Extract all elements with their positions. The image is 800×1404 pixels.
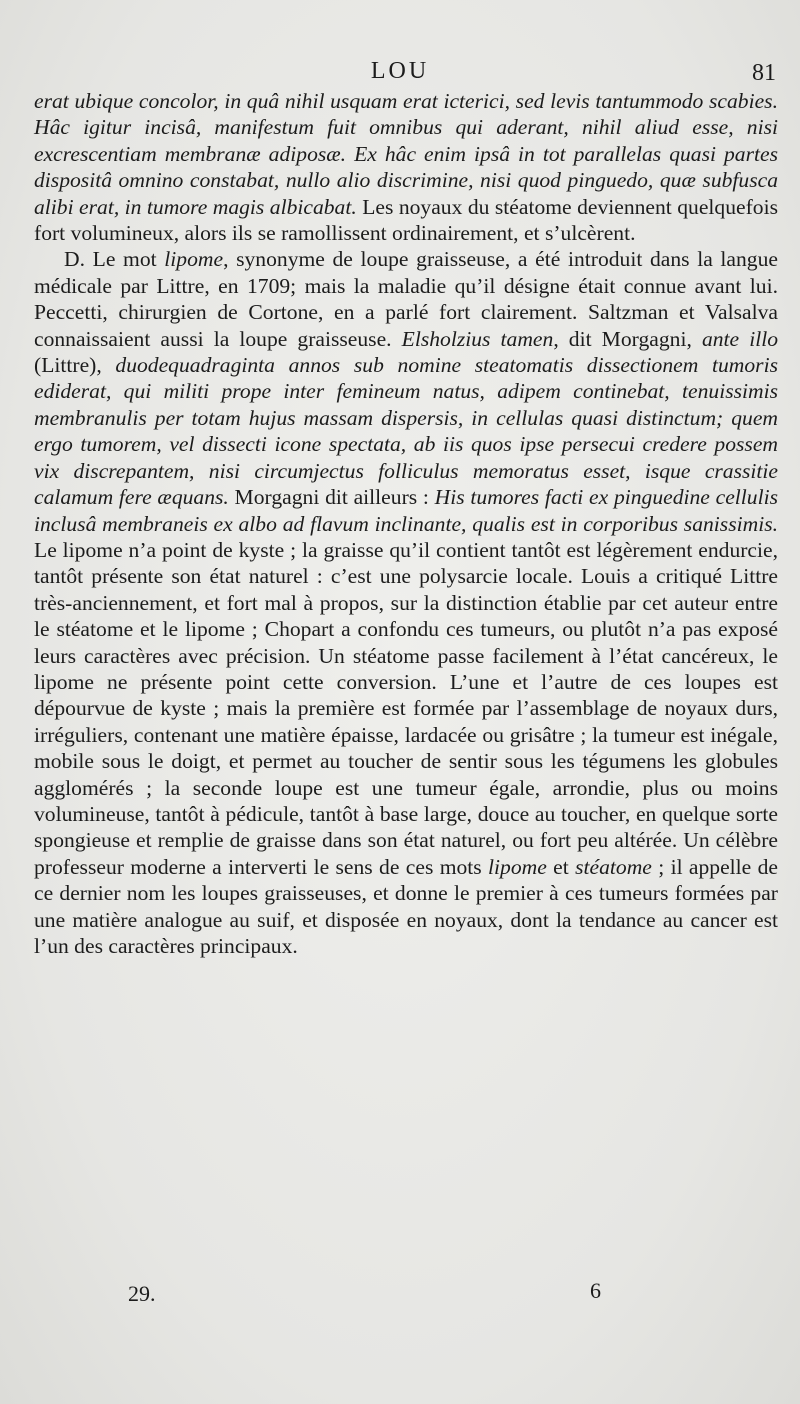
italic-run: Elsholzius tamen: [401, 326, 554, 351]
sheet-number: 6: [590, 1278, 601, 1303]
paragraph: [34, 246, 778, 959]
text-run: D. Le mot: [64, 247, 165, 272]
text-run: , dit Morgagni,: [553, 326, 702, 351]
italic-run: erat ubique concolor, in quâ nihil usquam erat icterici, sed levis tantummodo scabies. Hâc igitur incisâ, manifestum fuit omnibus qui aderant, nihil aliud esse, nisi excrescentiam membranæ adiposæ. Ex hâc enim ipsâ in tot parallelas quasi partes dispositâ omnino constabat, nullo alio discrimine, nisi quod pinguedo, quæ subfusca alibi erat, in tumore magis albicabat.: [34, 89, 778, 219]
italic-run: His tumores facti ex pinguedine cellulis inclusâ membraneis ex albo ad flavum inclinante, qualis est in corporibus sanissimis.: [34, 485, 778, 536]
text-run: , synonyme de loupe graisseuse, a été introduit dans la langue médicale par Littre, en 1709; mais la maladie qu’il désigne était connue avant lui. Peccetti, chirurgien de Cortone, en a parlé fort clairement. Saltzman et Valsalva connaissaient aussi la loupe graisseuse.: [34, 247, 778, 351]
italic-run: lipome: [488, 854, 547, 879]
text-run: Le lipome n’a point de kyste ; la graisse qu’il contient tantôt est légèrement endurcie, tantôt présente son état naturel : c’est une polysarcie locale. Louis a critiqué Littre très-anciennement, et fort mal à propos, sur la distinction établie par cet auteur entre le stéatome et le lipome ; Chopart a confondu ces tumeurs, ou plutôt n’a pas exposé leurs caractères avec précision. Un stéatome passe facilement à l’état cancéreux, le lipome ne présente point cette conversion. L’une et l’autre de ces loupes est dépourvue de kyste ; mais la première est formée par l’assemblage de noyaux durs, irréguliers, contenant une matière épaisse, lardacée ou grisâtre ; la tumeur est inégale, mobile sous le doigt, et permet au toucher de sentir sous les tégumens les globules agglomérés ; la seconde loupe est une tumeur égale, arrondie, plus ou moins volumineuse, tantôt à pédicule, tantôt à base large, douce au toucher, en quelque sorte spongieuse et remplie de graisse dans son état naturel, ou fort peu altérée. Un célèbre professeur moderne a interverti le sens de ces mots: [34, 537, 778, 879]
page-number: 81: [752, 60, 776, 86]
italic-run: lipome: [164, 247, 224, 272]
text-run: ; il appelle de ce dernier nom les loupes graisseuses, et donne le premier à ces tumeurs formées par une matière analogue au suif, et disposée en noyaux, dont la tendance au cancer est l’un des caractères principaux.: [34, 854, 778, 958]
italic-run: duodequadraginta annos sub nomine steatomatis dissectionem tumoris ediderat, qui militi prope inter femineum natus, adipem continebat, tenuissimis membranulis per totam hujus massam dispersis, in cellulas quasi distinctum; quem ergo tumorem, vel dissecti icone spectata, ab iis quos ipse persecui credere possem vix discrepantem, nisi circumjectus folliculus memoratus esset, isque crassitie calamum fere æquans.: [34, 353, 778, 510]
text-run: Morgagni dit ailleurs :: [228, 485, 435, 510]
body-text: [34, 88, 778, 959]
italic-run: stéatome: [575, 854, 652, 879]
running-head: LOU: [370, 58, 430, 84]
text-run: et: [546, 854, 576, 879]
text-run: Les noyaux du stéatome deviennent quelquefois fort volumineux, alors ils se ramollissent ordinairement, et s’ulcèrent.: [34, 194, 779, 246]
italic-run: ante illo: [701, 326, 778, 351]
text-run: (Littre),: [34, 353, 116, 378]
paragraph: [34, 88, 778, 246]
signature-mark: 29.: [128, 1281, 156, 1306]
